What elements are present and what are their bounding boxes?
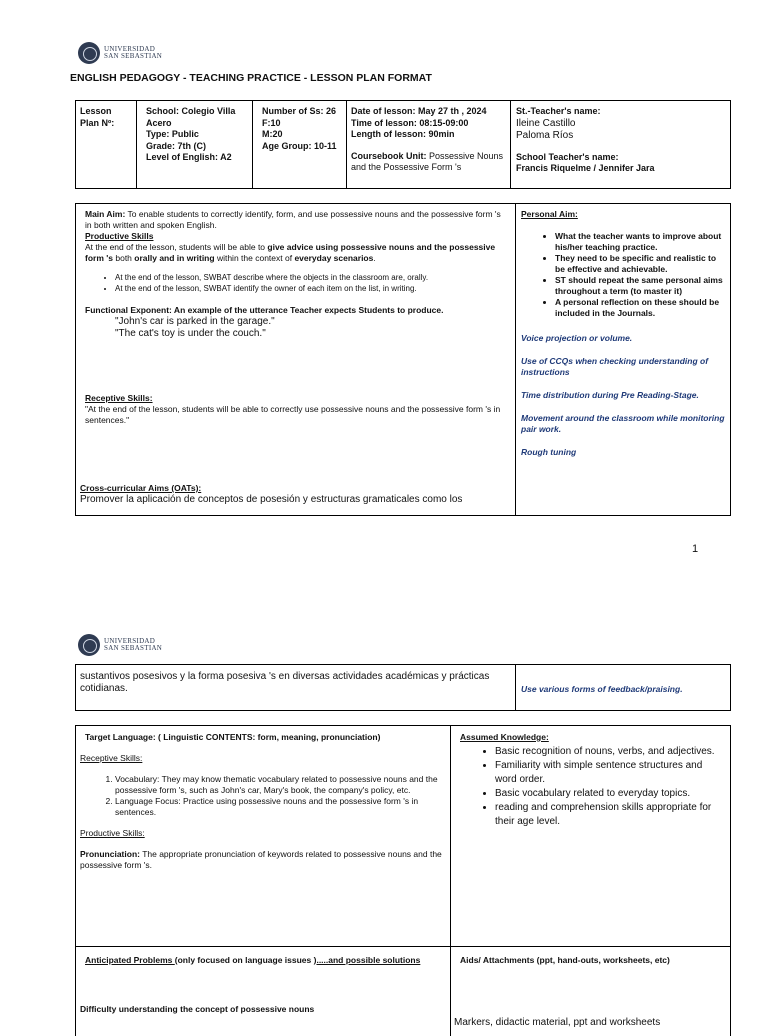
- students-cell: [252, 101, 346, 188]
- lesson-plan-cell: [76, 101, 136, 188]
- target-language-label: Target Language: ( Linguistic CONTENTS: form, meaning, pronunciation): [85, 732, 381, 742]
- example-utterance-1: "John's car is parked in the garage.": [115, 316, 275, 327]
- logo-line-2: SAN SEBASTIAN: [104, 644, 163, 652]
- university-logo-page-2: [78, 634, 162, 656]
- personal-aim-bullet-1: • What the teacher wants to improve about his/her teaching practice.: [555, 231, 727, 253]
- university-seal-icon: [78, 42, 100, 64]
- example-utterance-2: "The cat's toy is under the couch.": [115, 328, 266, 339]
- length-of-lesson: Length of lesson: 90min: [351, 129, 455, 139]
- date-of-lesson: Date of lesson: May 27 th , 2024: [351, 106, 487, 116]
- assumed-knowledge-label: Assumed Knowledge:: [460, 732, 549, 742]
- personal-aim-item-4: Movement around the classroom while monitoring pair work.: [521, 413, 725, 434]
- swbat-list: [85, 272, 507, 294]
- number-of-students: Number of Ss: 26: [262, 106, 337, 116]
- school-name: School: Colegio Villa Acero: [146, 106, 236, 128]
- aids-text: Markers, didactic material, ppt and worksheets: [454, 1017, 661, 1028]
- main-aim: Main Aim: To enable students to correctly identify, form, and use possessive nouns and the possessive form 's in both written and spoken English.: [85, 209, 501, 230]
- st-teacher-label: St.-Teacher's name:: [516, 106, 601, 116]
- aims-table: [75, 203, 731, 516]
- st-teacher-name-1: Ileine Castillo: [516, 117, 576, 129]
- target-language-table: [75, 725, 731, 947]
- time-of-lesson: Time of lesson: 08:15-09:00: [351, 117, 469, 128]
- personal-aim-item-3: Time distribution during Pre Reading-Stage.: [521, 390, 699, 400]
- grade: Grade: 7th (C): [146, 140, 207, 151]
- coursebook-unit: Coursebook Unit: Possessive Nouns and the Possessive Form 's: [351, 150, 504, 172]
- functional-exponent-label: Functional Exponent: An example of the utterance Teacher expects Students to produce.: [85, 305, 444, 315]
- female-count: F:10: [262, 117, 281, 128]
- personal-aim-item-1: Voice projection or volume.: [521, 333, 633, 343]
- personal-aim-bullet-4: • A personal reflection on these should be included in the Journals.: [555, 297, 727, 319]
- personal-aim-bullet-3: • ST should repeat the same personal aims throughout a term (to master it): [555, 275, 727, 297]
- st-teacher-name-2: Paloma Ríos: [516, 129, 574, 141]
- tl-receptive-item-1: 1. Vocabulary: They may know thematic vocabulary related to possessive nouns and the possessive form 's, such as John's car, Mary's book, the company's policy, etc.: [115, 774, 442, 796]
- personal-aim-item-2: Use of CCQs when checking understanding of instructions: [521, 356, 709, 377]
- personal-aim-bullets: [521, 231, 727, 319]
- lesson-header-table: [75, 100, 731, 189]
- university-logo: [78, 42, 162, 64]
- assumed-knowledge-list: [460, 745, 726, 829]
- school-teacher-name: Francis Riquelme / Jennifer Jara: [516, 163, 655, 173]
- age-group: Age Group: 10-11: [262, 140, 337, 151]
- logo-line-2: SAN SEBASTIAN: [104, 52, 163, 60]
- logo-line-1: UNIVERSIDAD: [104, 637, 156, 645]
- tl-productive-label: Productive Skills:: [80, 828, 145, 838]
- target-language-column: [80, 732, 442, 871]
- school-type: Type: Public: [146, 129, 199, 139]
- personal-aim-item-5: Rough tuning: [521, 447, 577, 457]
- tl-receptive-item-2: 2. Language Focus: Practice using possessive nouns and the possessive form 's in sentences.: [115, 796, 442, 818]
- school-teacher-label: School Teacher's name:: [516, 151, 619, 162]
- problem-item-1: Difficulty understanding the concept of possessive nouns: [80, 1004, 315, 1014]
- aids-label: Aids/ Attachments (ppt, hand-outs, worksheets, etc): [460, 955, 670, 965]
- receptive-skills-block: [85, 393, 507, 426]
- university-seal-icon: [78, 634, 100, 656]
- assumed-knowledge-column: [460, 732, 726, 835]
- aims-main-column: [85, 209, 507, 340]
- tl-receptive-list: [80, 774, 442, 818]
- assumed-item-2: • Familiarity with simple sentence structures and word order.: [495, 759, 726, 787]
- personal-aim-column: [521, 209, 727, 458]
- swbat-item-2: • At the end of the lesson, SWBAT identify the owner of each item on the list, in writing.: [115, 283, 507, 294]
- logo-line-1: UNIVERSIDAD: [104, 45, 156, 53]
- personal-aim-bullet-2: • They need to be specific and realistic to be effective and achievable.: [555, 253, 727, 275]
- cross-curricular-text-2: sustantivos posesivos y la forma posesiva 's en diversas actividades académicas y prácticas cotidianas.: [80, 671, 490, 694]
- personal-aim-item-6: Use various forms of feedback/praising.: [521, 684, 683, 694]
- anticipated-problems-label: Anticipated Problems (only focused on language issues ).....and possible solutions: [85, 955, 421, 965]
- cross-curricular-label: Cross-curricular Aims (OATs):: [80, 483, 202, 493]
- cross-curricular-text-1: Promover la aplicación de conceptos de posesión y estructuras gramaticales como los: [80, 494, 463, 505]
- assumed-item-3: • Basic vocabulary related to everyday topics.: [495, 787, 726, 801]
- teacher-cell: [510, 101, 732, 188]
- productive-skills-label: Productive Skills: [85, 231, 154, 241]
- personal-aim-label: Personal Aim:: [521, 209, 578, 219]
- date-cell: [346, 101, 510, 188]
- aims-table-continued: [75, 664, 731, 711]
- assumed-item-1: • Basic recognition of nouns, verbs, and adjectives.: [495, 745, 726, 759]
- swbat-item-1: • At the end of the lesson, SWBAT describe where the objects in the classroom are, orally.: [115, 272, 507, 283]
- cross-curricular-block: [80, 483, 510, 506]
- problems-table: [75, 946, 731, 1036]
- school-cell: [136, 101, 252, 188]
- pronunciation: Pronunciation: The appropriate pronunciation of keywords related to possessive nouns and the possessive form 's.: [80, 849, 442, 870]
- document-title: ENGLISH PEDAGOGY - TEACHING PRACTICE - LESSON PLAN FORMAT: [70, 72, 432, 84]
- assumed-item-4: • reading and comprehension skills appropriate for their age level.: [495, 801, 726, 829]
- male-count: M:20: [262, 129, 283, 139]
- lesson-plan-label: Lesson Plan Nº:: [80, 106, 115, 128]
- productive-skills-text: At the end of the lesson, students will be able to give advice using possessive nouns and the possessive form 's both orally and in writing within the context of everyday scenarios.: [85, 242, 496, 263]
- receptive-skills-label: Receptive Skills:: [85, 393, 153, 403]
- page-number: 1: [692, 543, 699, 555]
- english-level: Level of English: A2: [146, 152, 232, 162]
- tl-receptive-label: Receptive Skills:: [80, 753, 143, 763]
- receptive-skills-text: "At the end of the lesson, students will be able to correctly use possessive nouns and the possessive form 's in sentences.": [85, 404, 501, 425]
